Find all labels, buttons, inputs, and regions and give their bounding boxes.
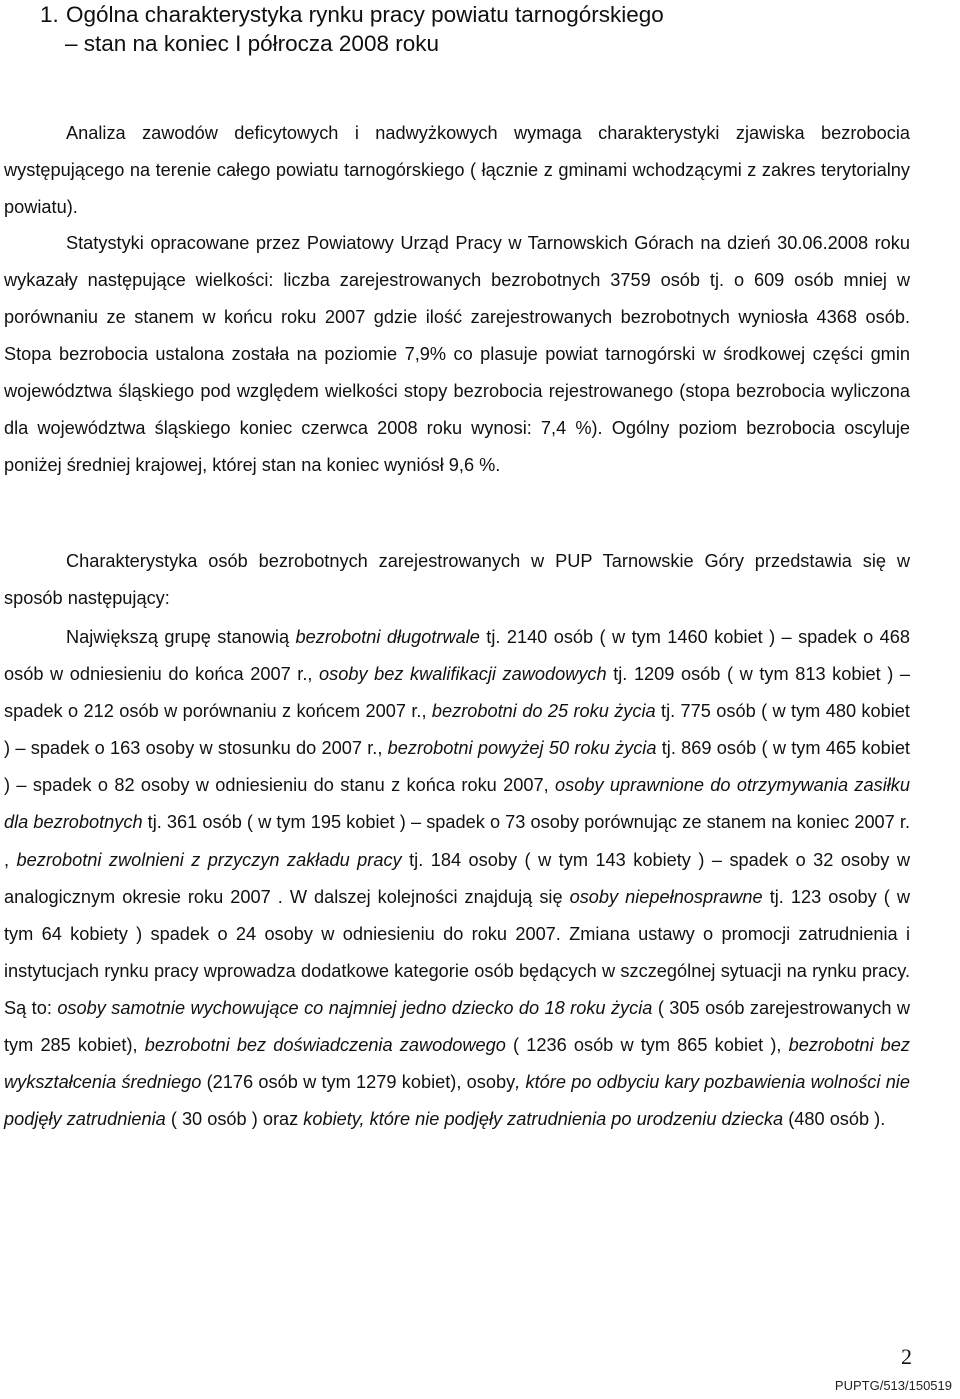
intro-paragraph-1-text: Analiza zawodów deficytowych i nadwyżkowych wymaga charakterystyki zjawiska bezrobocia występującego na terenie całego powiatu tarnogórskiego ( łącznie z gminami wchodzącymi z zakres terytorialny powiatu). — [4, 123, 910, 217]
intro-paragraph-2 — [4, 225, 910, 484]
category-name-italic: bezrobotni bez doświadczenia zawodowego — [144, 1035, 506, 1056]
text-segment: (480 osób ). — [783, 1109, 886, 1130]
category-name-italic: osoby samotnie wychowujące co najmniej jedno dziecko do 18 roku życia — [57, 997, 653, 1018]
category-name-italic: bezrobotni do 25 roku życia — [431, 701, 656, 722]
text-segment: ( 305 osób zarejestrowanych w tym 285 kobiet), — [4, 997, 911, 1056]
category-name-italic: osoby uprawnione do otrzymywania zasiłku dla bezrobotnych — [4, 775, 911, 833]
intro-paragraph-1 — [4, 115, 910, 226]
category-name-italic: osoby bez kwalifikacji zawodowych — [319, 664, 607, 685]
text-segment: (2176 osób w tym 1279 kobiet), osoby — [201, 1072, 516, 1093]
text-segment: ( 30 osób ) oraz — [165, 1109, 304, 1130]
text-segment: tj. 123 osoby ( w tym 64 kobiety ) spadek o 24 osoby w odniesieniu do roku 2007. Zmiana ustawy o promocji zatrudnienia i instytucjach rynku pracy wprowadza dodatkowe kategorie osób będących w szczególnej sytuacji na rynku pracy. Są to: — [4, 886, 910, 1018]
text-segment: tj. 1209 osób ( w tym 813 kobiet ) – spadek o 212 osób w porównaniu z końcem 2007 r., — [4, 664, 910, 722]
characteristics-body — [4, 619, 910, 1138]
page-number: 2 — [901, 1344, 912, 1369]
text-segment: Największą grupę stanowią — [66, 627, 296, 647]
heading-line-1: Ogólna charakterystyka rynku pracy powiatu tarnogórskiego — [66, 2, 664, 27]
text-segment: tj. 184 osoby ( w tym 143 kobiety ) – spadek o 32 osoby w analogicznym okresie roku 2007 . W dalszej kolejności znajdują się — [4, 849, 910, 907]
text-segment: tj. 775 osób ( w tym 480 kobiet ) – spadek o 163 osoby w stosunku do 2007 r., — [4, 701, 910, 759]
characteristics-intro-text: Charakterystyka osób bezrobotnych zarejestrowanych w PUP Tarnowskie Góry przedstawia się w sposób następujący: — [4, 551, 910, 608]
category-name-italic: bezrobotni zwolnieni z przyczyn zakładu pracy — [16, 849, 402, 870]
text-segment: ( 1236 osób w tym 865 kobiet ), — [505, 1035, 789, 1056]
section-heading — [40, 0, 940, 58]
text-segment: tj. 869 osób ( w tym 465 kobiet ) – spadek o 82 osoby w odniesieniu do stanu z końca roku 2007, — [4, 738, 910, 796]
category-name-italic: bezrobotni bez wykształcenia średniego — [4, 1035, 910, 1093]
text-segment: tj. 2140 osób ( w tym 1460 kobiet ) – spadek o 468 osób w odniesieniu do końca 2007 r., — [4, 627, 910, 685]
category-name-italic: kobiety, które nie podjęły zatrudnienia po urodzeniu dziecka — [303, 1109, 784, 1130]
heading-line-2: – stan na koniec I półrocza 2008 roku — [65, 31, 439, 56]
intro-paragraph-2-text: Statystyki opracowane przez Powiatowy Urząd Pracy w Tarnowskich Górach na dzień 30.06.2008 roku wykazały następujące wielkości: liczba zarejestrowanych bezrobotnych 3759 osób tj. o 609 osób mniej w porównaniu ze stanem w końcu roku 2007 gdzie ilość zarejestrowanych bezrobotnych wyniosła 4368 osób. Stopa bezrobocia ustalona została na poziomie 7,9% co plasuje powiat tarnogórski w środkowej części gmin województwa śląskiego pod względem wielkości stopy bezrobocia rejestrowanego (stopa bezrobocia wyliczona dla województwa śląskiego koniec czerwca 2008 roku wynosi: 7,4 %). Ogólny poziom bezrobocia oscyluje poniżej średniej krajowej, której stan na koniec wyniósł 9,6 %. — [4, 233, 910, 475]
category-name-italic: bezrobotni powyżej 50 roku życia — [387, 738, 657, 759]
text-segment: tj. 361 osób ( w tym 195 kobiet ) – spadek o 73 osoby porównując ze stanem na koniec 2007 r. , — [4, 812, 910, 870]
characteristics-intro — [4, 543, 910, 617]
document-code: PUPTG/513/150519 — [834, 1378, 952, 1393]
category-name-italic: osoby niepełnosprawne — [569, 886, 763, 907]
category-name-italic: bezrobotni długotrwale — [295, 627, 480, 647]
heading-number: 1. — [40, 2, 59, 27]
category-name-italic: , które po odbyciu kary pozbawienia wolności nie podjęły zatrudnienia — [4, 1072, 910, 1130]
characteristics-body-text — [4, 619, 910, 1138]
